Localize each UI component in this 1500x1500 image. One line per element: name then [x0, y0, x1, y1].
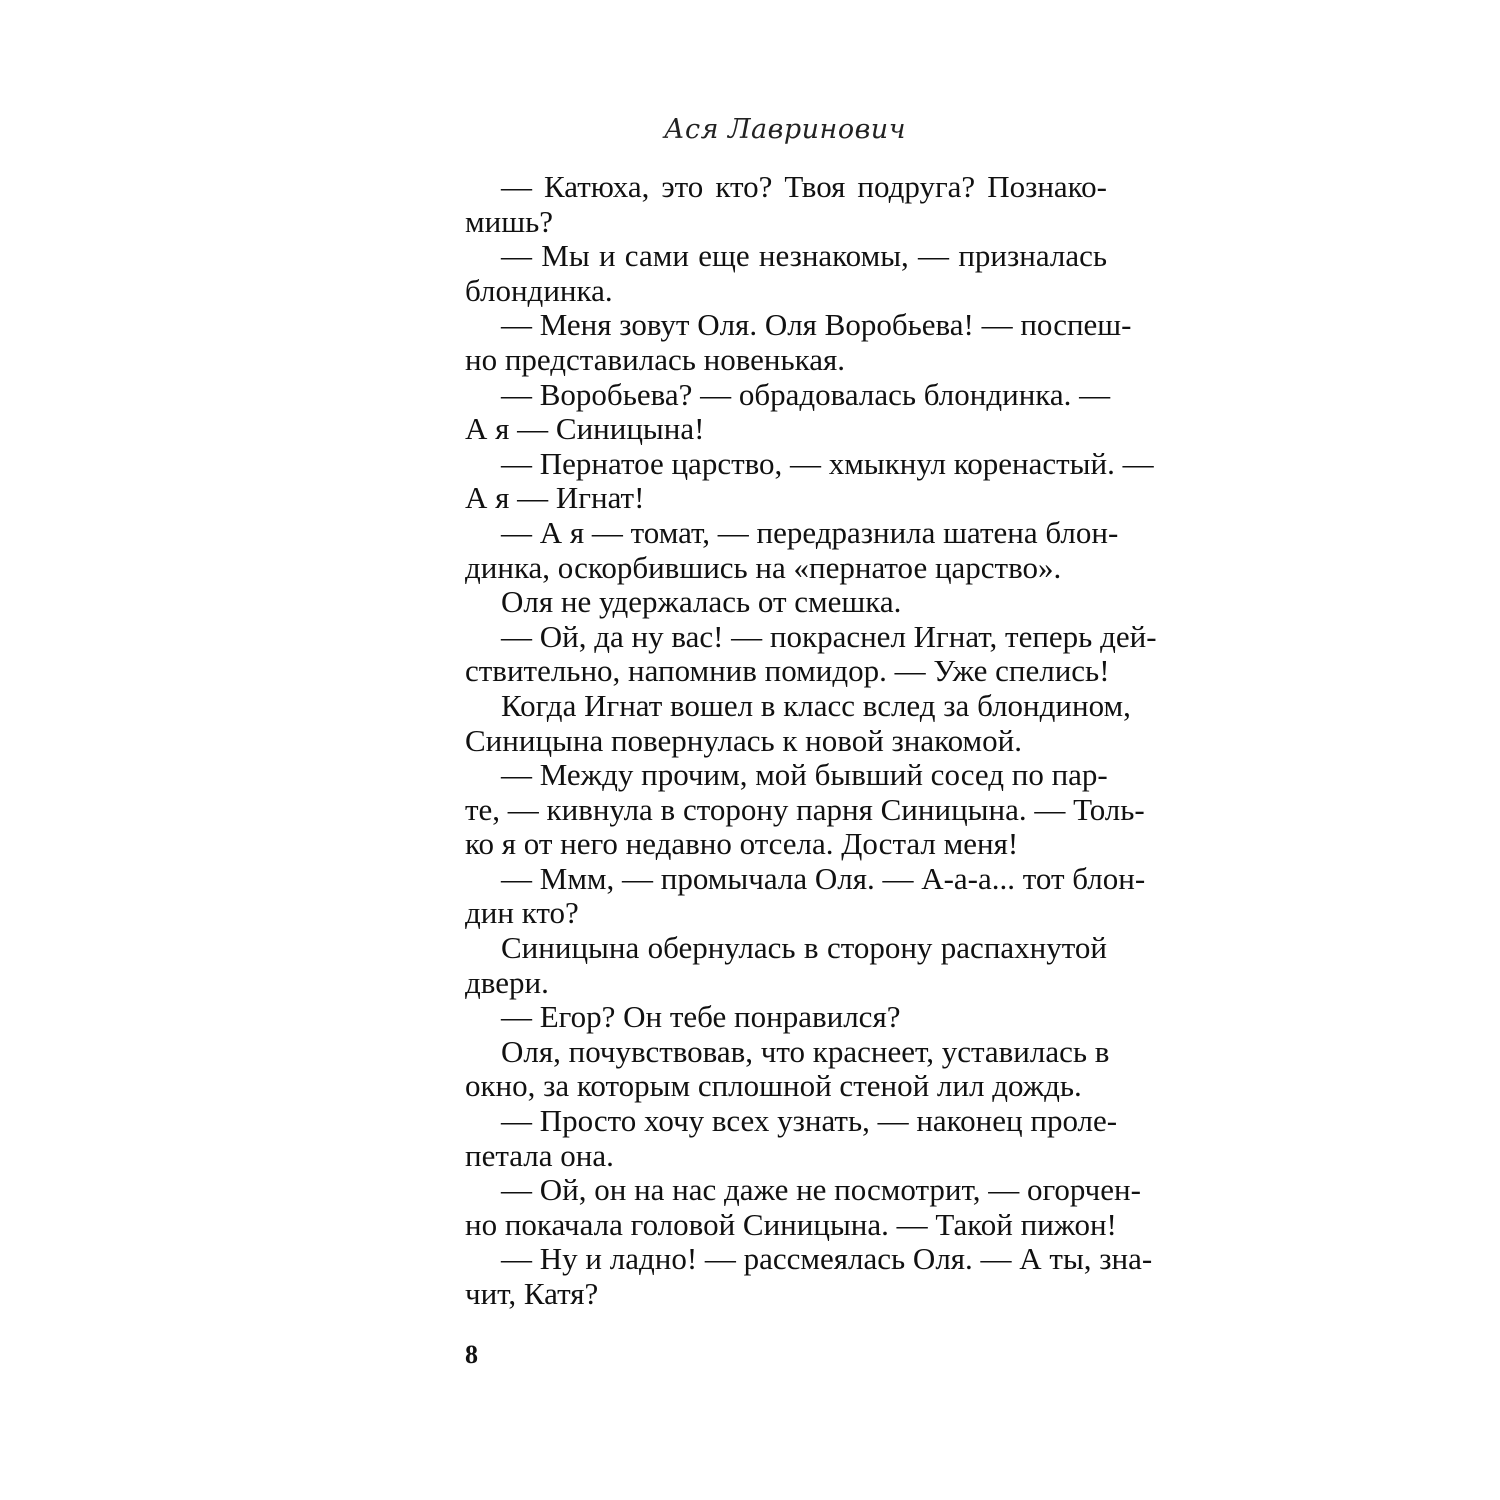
text-line: — Ой, он на нас даже не посмотрит, — огорчен-	[501, 1172, 1141, 1208]
text-line: — Ммм, — промычала Оля. — А-а-а... тот блон-	[501, 860, 1146, 896]
text-line: Синицына обернулась в сторону распахнутой	[501, 930, 1107, 966]
text-line: но представилась новенькая.	[465, 341, 845, 377]
text-line: блондинка.	[465, 272, 613, 308]
text-line: — Между прочим, мой бывший сосед по пар-	[501, 757, 1108, 793]
text-line: — Мы и сами еще незнакомы, — призналась	[501, 238, 1107, 274]
text-line: — Ну и ладно! — рассмеялась Оля. — А ты, зна-	[501, 1241, 1153, 1277]
text-line: но покачала головой Синицына. — Такой пижон!	[465, 1206, 1117, 1242]
text-line: петала она.	[465, 1137, 614, 1173]
text-line: — Воробьева? — обрадовалась блондинка. —	[501, 376, 1111, 412]
text-line: чит, Катя?	[465, 1276, 599, 1311]
text-line: — Меня зовут Оля. Оля Воробьева! — поспеш-	[501, 307, 1132, 343]
text-line: — Егор? Он тебе понравился?	[501, 999, 901, 1035]
page-number: 8	[465, 1340, 478, 1369]
text-line: Оля, почувствовав, что краснеет, уставилась в	[501, 1033, 1110, 1069]
text-line: Когда Игнат вошел в класс вслед за блондином,	[501, 687, 1131, 723]
text-line: ствительно, напомнив помидор. — Уже спелись!	[465, 653, 1110, 689]
text-line: динка, оскорбившись на «пернатое царство».	[465, 549, 1062, 585]
text-line: Оля не удержалась от смешка.	[501, 584, 902, 620]
text-line: двери.	[465, 964, 549, 1000]
text-line: — А я — томат, — передразнила шатена блон-	[501, 514, 1119, 550]
running-header-author: Ася Лавринович	[664, 114, 906, 145]
text-line: ко я от него недавно отсела. Достал меня!	[465, 826, 1019, 862]
text-line: — Пернатое царство, — хмыкнул коренастый. —	[501, 445, 1154, 481]
text-line: — Просто хочу всех узнать, — наконец проле-	[501, 1103, 1118, 1139]
text-line: А я — Синицына!	[465, 411, 705, 447]
text-line: — Катюха, это кто? Твоя подруга? Познако-	[501, 169, 1107, 204]
body-text	[465, 169, 1157, 1312]
text-line: окно, за которым сплошной стеной лил дождь.	[465, 1068, 1082, 1104]
text-line: Синицына повернулась к новой знакомой.	[465, 722, 1022, 758]
text-line: дин кто?	[465, 895, 579, 931]
text-line: мишь?	[465, 203, 553, 239]
text-line: те, — кивнула в сторону парня Синицына. — Толь-	[465, 791, 1145, 827]
text-line: — Ой, да ну вас! — покраснел Игнат, теперь дей-	[501, 618, 1157, 654]
text-line: А я — Игнат!	[465, 480, 645, 516]
